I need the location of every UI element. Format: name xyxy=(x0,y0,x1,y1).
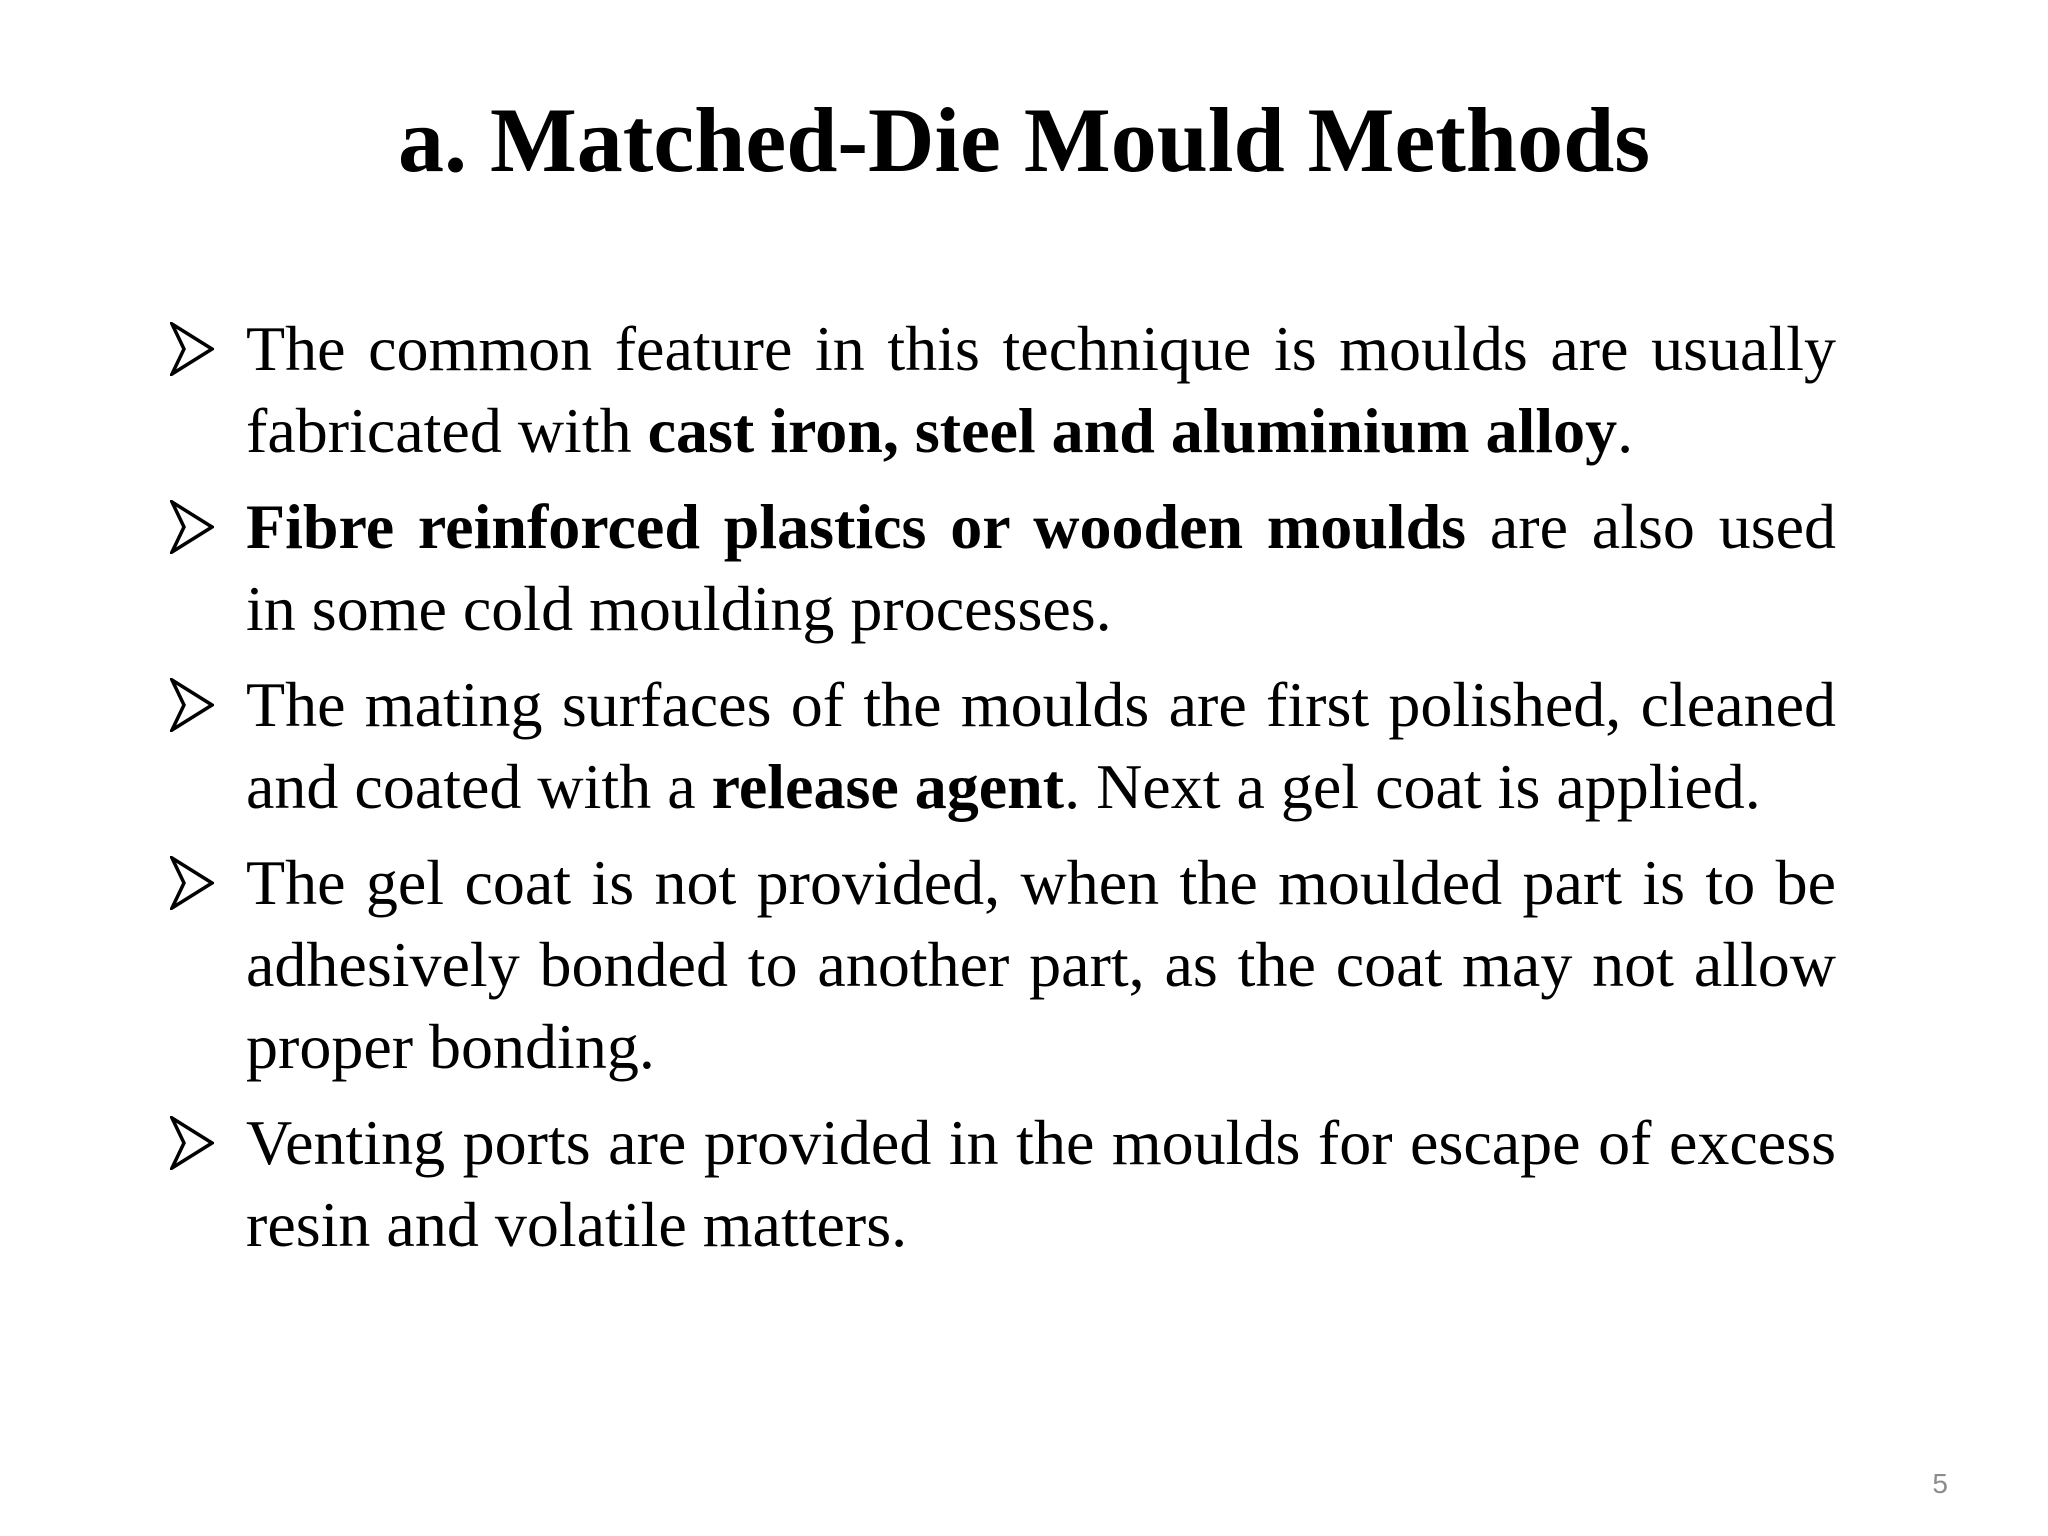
text-segment: are also used in some cold moulding processes. xyxy=(246,491,1837,644)
list-item xyxy=(168,1102,1836,1266)
bullet-text xyxy=(246,491,1836,644)
arrowhead-bullet-icon xyxy=(170,1116,214,1170)
arrowhead-bullet-icon xyxy=(170,322,214,376)
list-item xyxy=(168,486,1836,650)
bullet-text xyxy=(246,1107,1836,1260)
arrowhead-bullet-icon xyxy=(170,678,214,732)
bullet-text xyxy=(246,313,1836,466)
page-number: 5 xyxy=(1932,1468,1948,1499)
list-item xyxy=(168,664,1836,828)
text-segment: Venting ports are provided in the moulds for escape of excess resin and volatile matters. xyxy=(246,1107,1836,1260)
slide-title: a. Matched-Die Mould Methods xyxy=(397,89,1651,191)
arrowhead-bullet-icon xyxy=(170,500,214,554)
text-segment: The common feature in this technique is moulds are usually fabricated with xyxy=(246,313,1836,466)
text-segment: The gel coat is not provided, when the moulded part is to be adhesively bonded to another part, as the coat may not allow proper bonding. xyxy=(246,847,1836,1082)
text-segment: . Next a gel coat is applied. xyxy=(1064,751,1761,822)
bold-text-segment: cast iron, steel and aluminium alloy xyxy=(647,395,1618,466)
bullet-list xyxy=(168,308,1836,1280)
bold-text-segment: Fibre reinforced plastics or wooden moulds xyxy=(246,491,1467,562)
bullet-text xyxy=(246,669,1836,822)
text-segment: The mating surfaces of the moulds are first polished, cleaned and coated with a xyxy=(246,669,1836,822)
text-segment: . xyxy=(1617,395,1634,466)
list-item xyxy=(168,308,1836,472)
arrowhead-bullet-icon xyxy=(170,856,214,910)
bullet-text xyxy=(246,847,1836,1082)
list-item xyxy=(168,842,1836,1088)
bold-text-segment: release agent xyxy=(711,751,1065,822)
